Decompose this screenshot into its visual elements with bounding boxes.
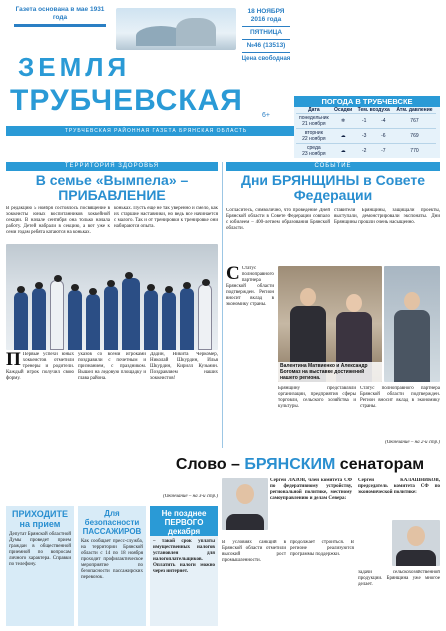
weather-date: 21 ноября <box>302 121 326 127</box>
article1-lower-text1: Первые успехи юных хоккеистов отметили тренеры и родители. Каждый игрок получил свою форму. <box>6 352 74 381</box>
newspaper-subtitle: ТРУБЧЕВСКАЯ РАЙОННАЯ ГАЗЕТА БРЯНСКАЯ ОБЛАСТЬ <box>6 126 306 136</box>
weather-temp-night: -7 <box>374 144 393 159</box>
masthead-photo <box>116 8 236 50</box>
article3-intro-lazov: Сергей ЛАЗОВ, член комитета СФ по федеративному устройству, региональной политике, местному самоуправлению и делам Севера: <box>270 478 352 501</box>
issue-date-block <box>238 8 294 63</box>
cloud-icon: ☁ <box>332 129 355 144</box>
founded-divider <box>14 24 106 27</box>
article3-headline <box>160 456 440 474</box>
weather-title: ПОГОДА В ТРУБЧЕВСКЕ <box>294 96 440 107</box>
article2-text-col1: Согласитесь, символично, что проведение Дней Брянской области в Совете Федерации совпало с юбилеем – 400-летием образования Брянской области. <box>226 208 330 231</box>
article3-intro-kalashnikov: Сергей КАЛАШНИКОВ, председатель комитета СФ по экономической политике: <box>358 478 440 495</box>
issue-price: Цена свободная <box>241 56 291 62</box>
article3-headline-part2: БРЯНСКИМ <box>244 456 336 473</box>
weather-temp-day: -1 <box>355 114 374 129</box>
weather-header-pressure: Атм. давление <box>396 107 433 113</box>
newspaper-title-line2: ТРУБЧЕВСКАЯ <box>10 84 243 117</box>
weather-temp-day: -3 <box>355 129 374 144</box>
box-passengers-text: Как сообщает пресс-служба, на территории Брянской области с 14 по 18 ноября проходит профилактическое мероприятие по безопасности пассажирских перевозок. <box>81 539 143 580</box>
weather-row <box>296 144 436 159</box>
weather-pressure: 769 <box>393 129 436 144</box>
founded-note: Газета основана в мае 1931 года <box>15 6 105 21</box>
issue-date: 18 НОЯБРЯ <box>247 8 285 15</box>
weather-header-temp: Тем. воздуха <box>357 107 390 113</box>
weather-temp-night: -4 <box>374 114 393 129</box>
weather-header-date: Дата <box>308 107 320 113</box>
weather-temp-night: -6 <box>374 129 393 144</box>
weather-date: 23 ноября <box>302 151 326 157</box>
weather-pressure: 767 <box>393 114 436 129</box>
article2-text-col3: С Статус полноправного партнера Брянской области подтвержден. Регион вносит вклад в экономику страны. <box>226 266 274 307</box>
hockey-team-photo <box>6 244 218 350</box>
column-divider <box>222 162 223 448</box>
box-passengers-title: Для безопасности ПАССАЖИРОВ <box>82 509 142 536</box>
weather-temp-day: -2 <box>355 144 374 159</box>
box-reception-title: ПРИХОДИТЕ на прием <box>12 509 68 529</box>
weather-pressure: 770 <box>393 144 436 159</box>
article1-lower-col2: указов со всеми игроками поздравили с почетным и признанием, с праздником. Вышел на ледовую площадку и глава района. <box>78 352 146 381</box>
bogomaz-matvienko-photo <box>278 266 382 382</box>
article1-continuation: (Окончание – на 3-й стр.) <box>163 494 218 499</box>
article2-text-col2: ставители Брянщины, защищали проекты, выступали, демонстрировали экспонаты. Дни Брянщины прошли очень насыщенно. <box>334 208 440 225</box>
article3-headline-part1: Слово – <box>175 456 245 473</box>
cloud-icon: ☁ <box>332 144 355 159</box>
weather-day: среда <box>307 145 321 151</box>
issue-year: 2016 года <box>250 16 282 23</box>
weather-date: 22 ноября <box>302 136 326 142</box>
snow-icon: ❄ <box>332 114 355 129</box>
article2-headline: Дни БРЯНЩИНЫ в Совете Федерации <box>240 172 425 203</box>
exhibition-photo <box>384 266 440 382</box>
article1-lower-col1: П Первые успехи юных хоккеистов отметили тренеры и родители. Каждый игрок получил свою форму. <box>6 352 74 381</box>
article1-headline: В семье «Вымпела» – ПРИБАВЛЕНИЕ <box>35 172 189 203</box>
article3-text-col2: продолжает строиться. В регионе реализуются программы поддержки. <box>290 540 354 557</box>
issue-weekday: ПЯТНИЦА <box>249 29 283 36</box>
article1-text-col1: В редакцию 5 ноября состоялось посвящение в хоккеисты юных воспитанников хоккейной секции. В начале сентября она только начала работу. Детей набрали в секцию, а вот уже к семи годам ребята катаются на коньках. <box>6 206 110 235</box>
weather-table <box>294 96 440 158</box>
article2-text-col4: Брянщину представляли организации, предприятия сферы торговли, сельского хозяйства и культуры. <box>278 386 356 409</box>
weather-day: понедельник <box>299 115 329 121</box>
article1-text-col2: коньках. Пусть еще не так уверенно и смело, как их старшие наставники, но ведь все начинается с малого. Так и от тренировки к тренировке они набираются опыта. <box>114 206 218 229</box>
weather-row <box>296 114 436 129</box>
box-taxes-title: Не позднее ПЕРВОГО декабря <box>150 506 218 536</box>
newspaper-title-line1: ЗЕМЛЯ <box>18 52 131 82</box>
box-taxes-text: – такой срок уплаты имущественных налогов установлен для налогоплательщиков. Оплатить налоги можно через интернет. <box>153 539 215 574</box>
age-rating: 6+ <box>262 112 270 119</box>
rubric-event: СОБЫТИЕ <box>226 162 440 171</box>
portrait-kalashnikov <box>392 520 440 566</box>
article3-headline-part3: сенаторам <box>335 456 425 473</box>
weather-day: вторник <box>304 130 323 136</box>
article2-text-col5: Статус полноправного партнера Брянской области подтвержден. Регион вносит вклад в экономику страны. <box>360 386 440 409</box>
rubric-health: ТЕРРИТОРИЯ ЗДОРОВЬЯ <box>6 162 218 171</box>
issue-number: №46 (13513) <box>246 42 286 49</box>
article1-lower-col3: Дадин, Никита Черкомер, Николай Шкурдин, Илья Шкурдин, Кирилл Кузьмин. Поздравляем наших хоккеистов! <box>150 352 218 381</box>
photo-caption: Валентина Матвиенко и Александр Богомаз на выставке достижений нашего региона. <box>278 362 382 382</box>
article2-col3-text: Статус полноправного партнера Брянской области подтвержден. Регион вносит вклад в экономику страны. <box>226 266 274 307</box>
portrait-lazov <box>222 478 268 530</box>
box-passengers <box>78 506 146 626</box>
box-reception <box>6 506 74 626</box>
weather-row <box>296 129 436 144</box>
box-reception-text: Депутат Брянской областной Думы проведет прием граждан в общественной приемной по вопросам личного характера. Справки по телефону. <box>9 532 71 567</box>
article3-text-col3: задачи сельскохозяйственной продукции. Брянщина уже многое делает. <box>358 570 440 587</box>
weather-header-precip: Осадки <box>333 107 353 113</box>
article2-continuation: (Окончание – на 2-й стр.) <box>385 440 440 445</box>
box-taxes <box>150 506 218 626</box>
article3-text-col1: В условиях санкций в Брянской области отметили высокий рост промышленности. <box>222 540 286 563</box>
